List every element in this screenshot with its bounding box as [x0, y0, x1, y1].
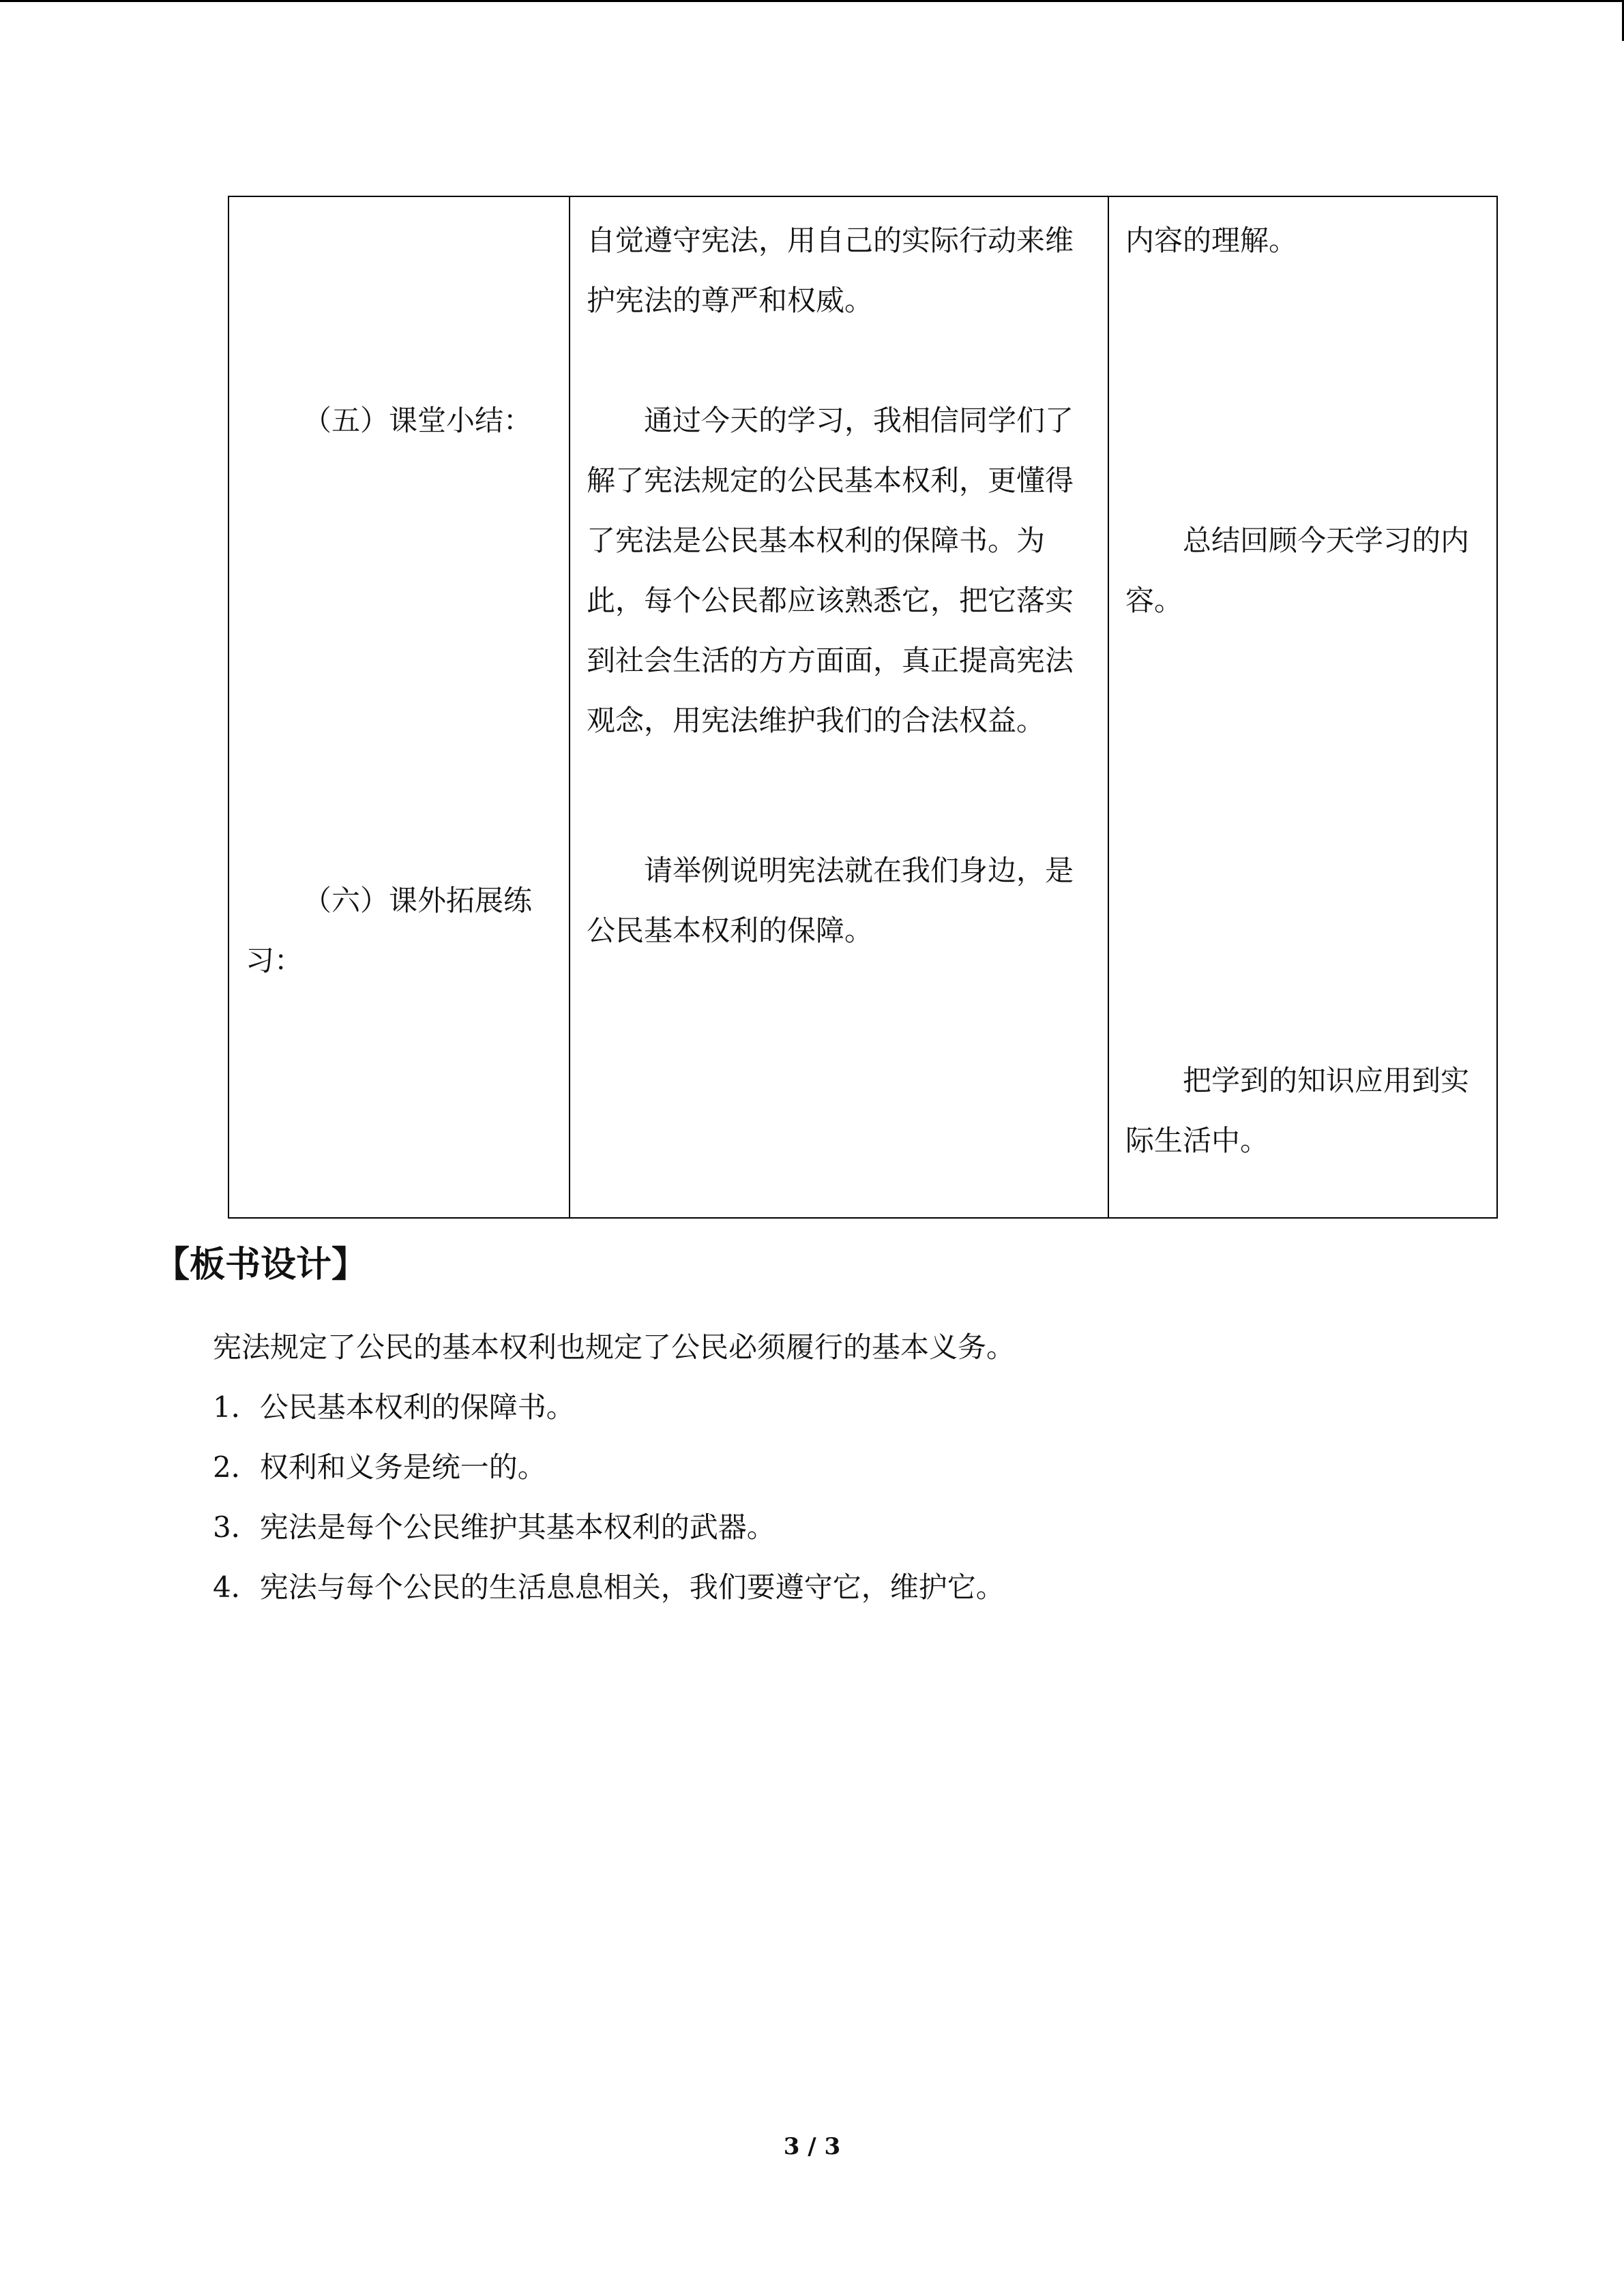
stage-column [228, 196, 570, 1218]
continued-intent: 内容的理解。 [1125, 224, 1298, 257]
summary-heading: （五）课堂小结： [303, 404, 533, 437]
extension-text: 请举例说明宪法就在我们身边，是公民基本权利的保障。 [587, 854, 1074, 947]
teacher-activity-column [570, 196, 1108, 1218]
top-border-line [0, 0, 1624, 2]
list-item: 2．权利和义务是统一的。 [213, 1450, 546, 1484]
board-design-content [213, 1317, 1015, 1617]
list-item: 1．公民基本权利的保障书。 [213, 1390, 575, 1424]
list-item: 4．宪法与每个公民的生活息息相关，我们要遵守它，维护它。 [213, 1570, 1005, 1604]
continued-text: 自觉遵守宪法，用自己的实际行动来维护宪法的尊严和权威。 [587, 224, 1074, 317]
list-item: 3．宪法是每个公民维护其基本权利的武器。 [213, 1510, 776, 1544]
board-design-heading: 【板书设计】 [154, 1244, 368, 1285]
page-number: 3 / 3 [783, 2133, 841, 2160]
table-row [228, 196, 1497, 1218]
extension-intent: 把学到的知识应用到实际生活中。 [1125, 1064, 1470, 1157]
extension-heading: （六）课外拓展练习： [246, 884, 533, 977]
summary-text: 通过今天的学习，我相信同学们了解了宪法规定的公民基本权利，更懂得了宪法是公民基本权利的保障书。为此，每个公民都应该熟悉它，把它落实到社会生活的方方面面，真正提高宪法观念，用宪法维护我们的合法权益。 [587, 404, 1074, 737]
lesson-plan-table [228, 196, 1498, 1219]
summary-intent: 总结回顾今天学习的内容。 [1125, 524, 1470, 617]
board-intro: 宪法规定了公民的基本权利也规定了公民必须履行的基本义务。 [213, 1330, 1016, 1364]
design-intent-column [1108, 196, 1497, 1218]
